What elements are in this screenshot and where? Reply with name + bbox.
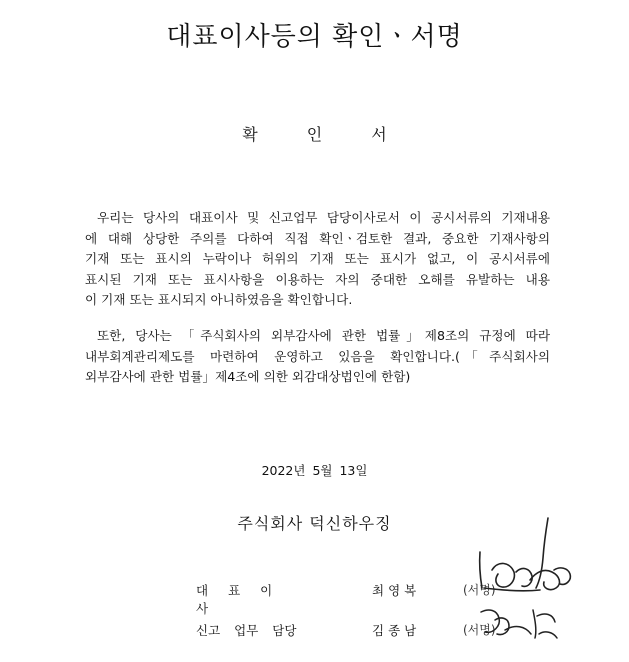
paragraph-line: 또한, 당사는 「주식회사의 외부감사에 관한 법률」제8조의 규정에 따라	[97, 328, 550, 343]
signature-mark: (서명)	[463, 583, 496, 597]
signature-mark: (서명)	[463, 623, 496, 637]
paragraph-line: 외부감사에 관한 법률」제4조에 의한 외감대상법인에 한함)	[85, 369, 411, 385]
paragraph-confirmation	[85, 208, 550, 311]
paragraph-line: 기재 또는 표시의 누락이나 허위의 기재 또는 표시가 없고, 이 공시서류에	[85, 251, 550, 267]
paragraph-line: 에 대해 상당한 주의를 다하여 직접 확인ㆍ검토한 결과, 중요한 기재사항의	[85, 230, 550, 246]
document-title: 대표이사등의 확인ㆍ서명	[166, 22, 463, 52]
paragraph-line: 표시된 기재 또는 표시사항을 이용하는 자의 중대한 오해를 유발하는 내용	[85, 271, 550, 287]
signer-name: 최영복	[372, 583, 421, 598]
document-date: 2022년 5월 13일	[261, 463, 368, 478]
paragraph-line: 내부회계관리제도를 마련하여 운영하고 있음을 확인합니다.(「주식회사의	[85, 348, 550, 364]
company-name: 주식회사 덕신하우징	[237, 514, 392, 533]
signer-role: 대표이사	[196, 583, 293, 616]
signer-row-disclosure-officer	[0, 621, 629, 645]
signer-name: 김종남	[372, 623, 421, 638]
paragraph-internal-control	[85, 326, 550, 388]
paragraph-line: 우리는 당사의 대표이사 및 신고업무 담당이사로서 이 공시서류의 기재내용	[97, 210, 550, 225]
document-subtitle: 확 인 서	[242, 125, 409, 144]
signer-role: 신고 업무 담당	[196, 623, 297, 638]
paragraph-line: 이 기재 또는 표시되지 아니하였음을 확인합니다.	[85, 292, 353, 308]
signer-row-ceo	[0, 581, 629, 616]
